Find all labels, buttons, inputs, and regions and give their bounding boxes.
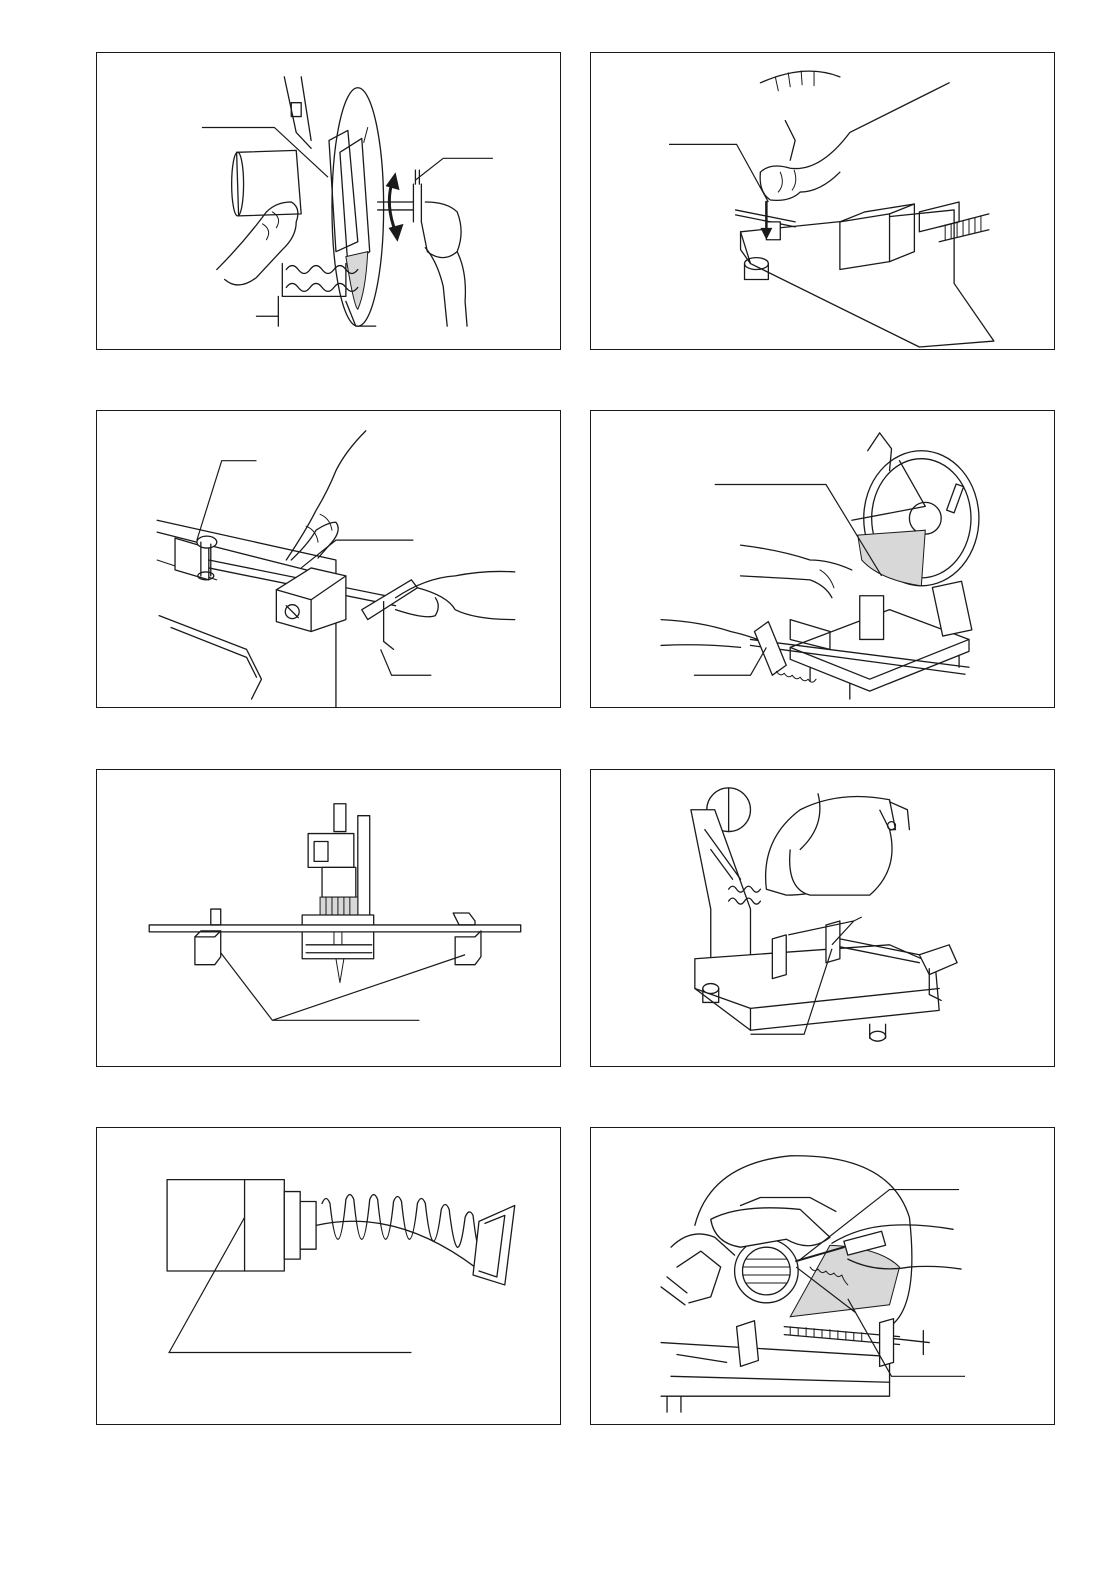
- carbon-brush-illustration: [97, 1128, 560, 1424]
- figure-carbon-brush: [96, 1127, 561, 1425]
- rotation-arrow-icon: [386, 172, 404, 242]
- callout-leader-1: [715, 485, 882, 576]
- figure-wheel-lock: [96, 52, 561, 350]
- callout-leader-3: [381, 649, 432, 675]
- brush-holder-illustration: [591, 1128, 1054, 1424]
- vise-adjust-illustration: [97, 411, 560, 707]
- figure-brush-holder: [590, 1127, 1055, 1425]
- chain-lock-illustration: [591, 53, 1054, 349]
- callout-leader-1: [669, 144, 768, 202]
- callout-leader-2: [694, 647, 767, 675]
- spring-icon: [322, 1195, 489, 1256]
- callout-leader-2: [415, 158, 492, 180]
- figure-cleaning: [590, 769, 1055, 1067]
- wheel-lock-illustration: [97, 53, 560, 349]
- callout-leader-1: [197, 461, 257, 540]
- callout-leader-1: [202, 127, 328, 177]
- cleaning-illustration: [591, 770, 1054, 1066]
- carbon-brush-block: [167, 1180, 284, 1271]
- figure-chain-lock: [590, 52, 1055, 350]
- long-workpiece-illustration: [97, 770, 560, 1066]
- figure-workpiece-clamp: [590, 410, 1055, 708]
- spring-icon: [282, 264, 357, 297]
- figure-vise-adjust: [96, 410, 561, 708]
- figure-long-workpiece: [96, 769, 561, 1067]
- callout-leader-2: [301, 540, 413, 568]
- workpiece-clamp-illustration: [591, 411, 1054, 707]
- callout-leader-1: [798, 1190, 959, 1262]
- support-block-left: [195, 909, 221, 965]
